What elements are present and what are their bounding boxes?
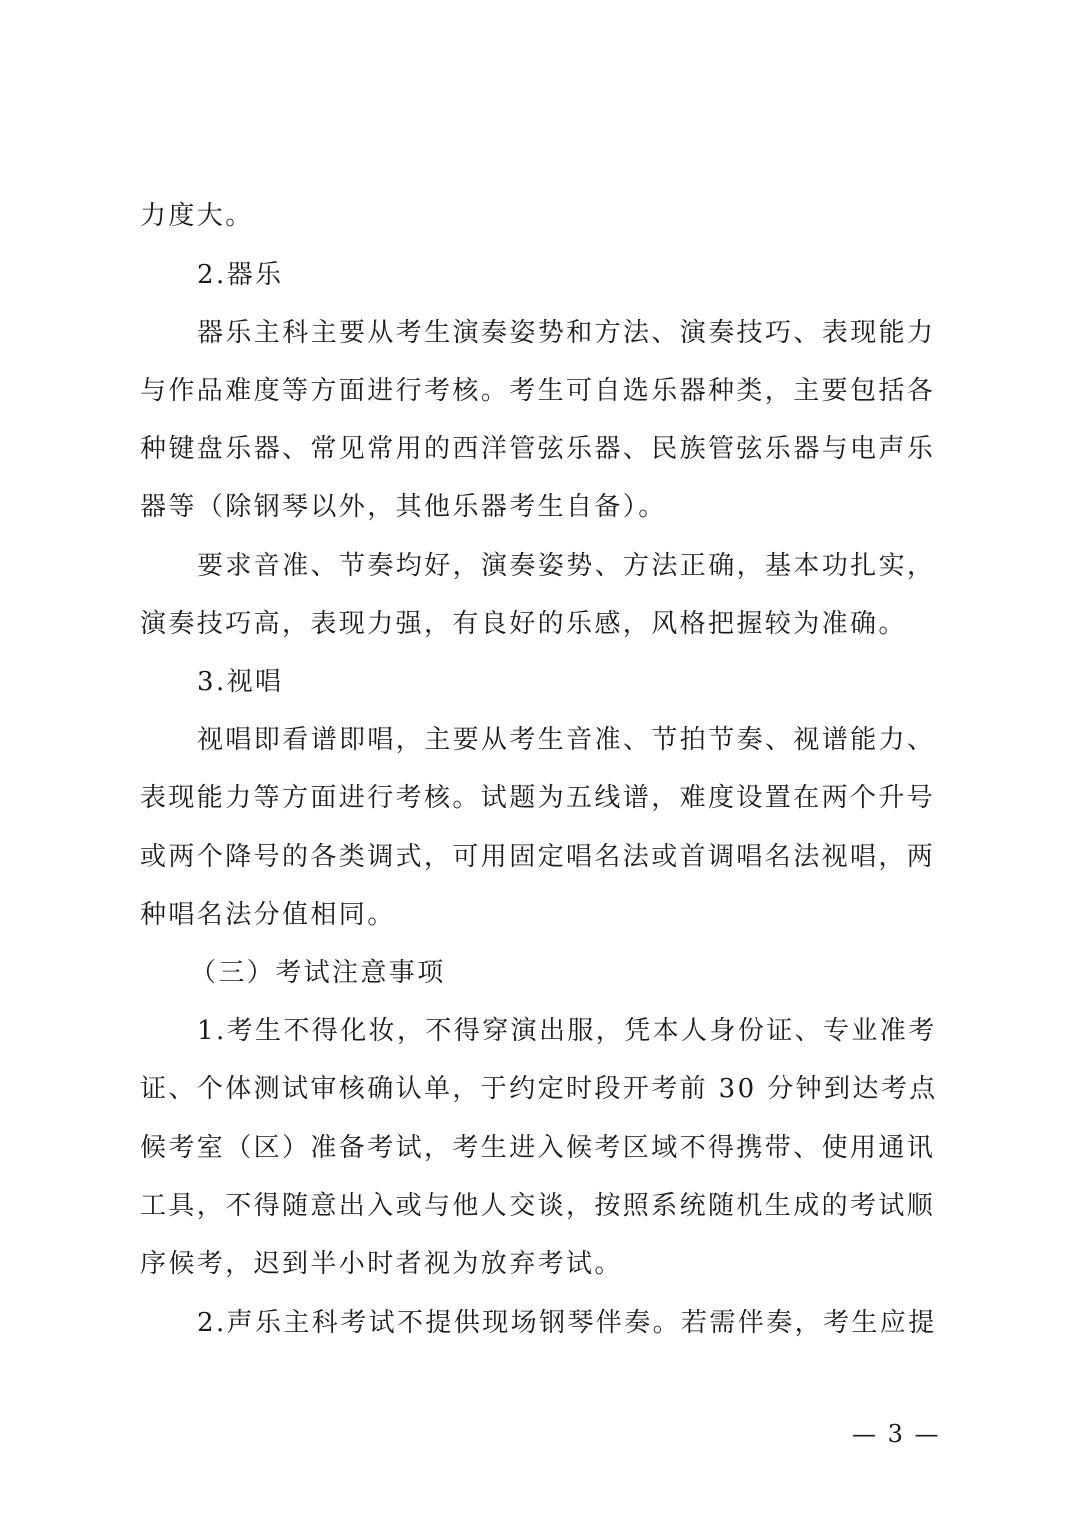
paragraph-line: 种键盘乐器、常见常用的西洋管弦乐器、民族管弦乐器与电声乐 (140, 434, 936, 464)
paragraph-line: 或两个降号的各类调式，可用固定唱名法或首调唱名法视唱，两 (140, 842, 936, 872)
paragraph-line: 序候考，迟到半小时者视为放弃考试。 (140, 1249, 623, 1279)
section-heading-instrumental: 2.器乐 (197, 260, 284, 290)
paragraph-line: 种唱名法分值相同。 (140, 900, 396, 930)
paragraph-line: 表现能力等方面进行考核。试题为五线谱，难度设置在两个升号 (140, 783, 936, 813)
section-heading-sight-singing: 3.视唱 (197, 667, 284, 697)
paragraph-line: 工具，不得随意出入或与他人交谈，按照系统随机生成的考试顺 (140, 1191, 936, 1221)
paragraph-line: 力度大。 (140, 201, 254, 231)
paragraph-line: 要求音准、节奏均好，演奏姿势、方法正确，基本功扎实， (197, 551, 936, 581)
paragraph-line: 与作品难度等方面进行考核。考生可自选乐器种类，主要包括各 (140, 376, 936, 406)
paragraph-line: 演奏技巧高，表现力强，有良好的乐感，风格把握较为准确。 (140, 609, 907, 639)
page-number: — 3 — (852, 1420, 941, 1448)
paragraph-line: 证、个体测试审核确认单，于约定时段开考前 30 分钟到达考点 (140, 1074, 938, 1104)
paragraph-line: 1.考生不得化妆，不得穿演出服，凭本人身份证、专业准考 (197, 1016, 937, 1046)
paragraph-line: 候考室（区）准备考试，考生进入候考区域不得携带、使用通讯 (140, 1133, 936, 1163)
paragraph-line: 2.声乐主科考试不提供现场钢琴伴奏。若需伴奏，考生应提 (197, 1308, 937, 1338)
paragraph-line: 视唱即看谱即唱，主要从考生音准、节拍节奏、视谱能力、 (197, 725, 936, 755)
paragraph-line: 器乐主科主要从考生演奏姿势和方法、演奏技巧、表现能力 (197, 318, 936, 348)
section-heading-exam-notes: （三）考试注意事项 (190, 958, 446, 988)
paragraph-line: 器等（除钢琴以外，其他乐器考生自备）。 (140, 492, 667, 522)
